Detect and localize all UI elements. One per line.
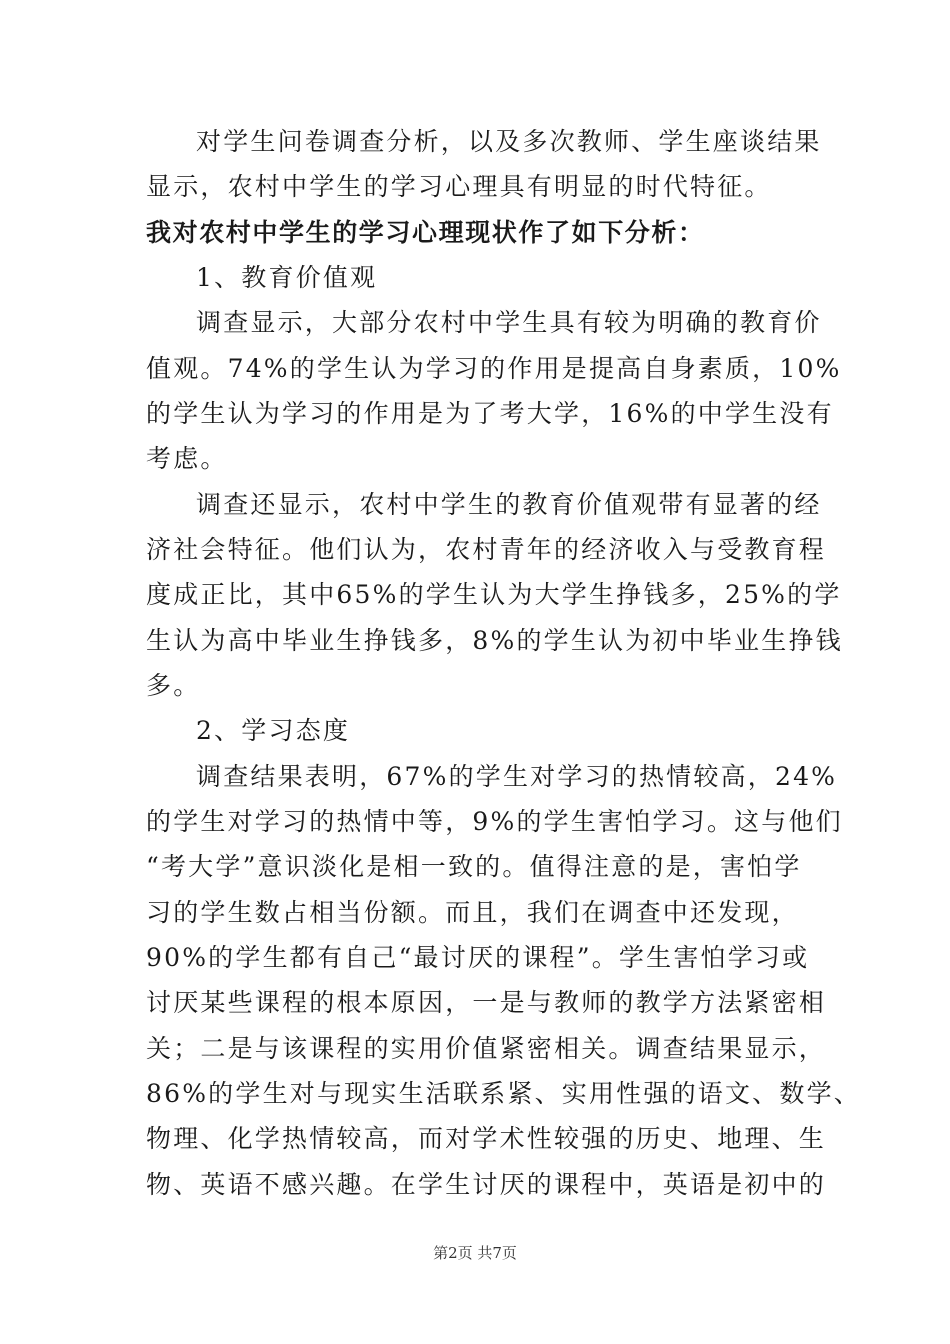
paragraph-line: 的学生对学习的热情中等，9%的学生害怕学习。这与他们 <box>146 807 843 836</box>
paragraph-line: 济社会特征。他们认为，农村青年的经济收入与受教育程 <box>146 535 827 564</box>
paragraph-line: 多。 <box>146 671 201 700</box>
paragraph-line: 显示，农村中学生的学习心理具有明显的时代特征。 <box>146 172 772 201</box>
paragraph-line: 习的学生数占相当份额。而且，我们在调查中还发现， <box>146 898 799 927</box>
paragraph-line: 物理、化学热情较高，而对学术性较强的历史、地理、生 <box>146 1124 827 1153</box>
paragraph-line: 调查结果表明，67%的学生对学习的热情较高，24% <box>196 762 838 791</box>
section-heading: 我对农村中学生的学习心理现状作了如下分析： <box>146 218 705 247</box>
paragraph-line: 生认为高中毕业生挣钱多，8%的学生认为初中毕业生挣钱 <box>146 626 843 655</box>
paragraph-line: 考虑。 <box>146 444 228 473</box>
paragraph-line: 90%的学生都有自己“最讨厌的课程”。学生害怕学习或 <box>146 943 810 972</box>
paragraph-line: 调查还显示，农村中学生的教育价值观带有显著的经 <box>196 490 822 519</box>
subsection-heading: 1、教育价值观 <box>196 263 378 292</box>
paragraph-line: 对学生问卷调查分析，以及多次教师、学生座谈结果 <box>196 127 822 156</box>
paragraph-line: 86%的学生对与现实生活联系紧、实用性强的语文、数学、 <box>146 1079 861 1108</box>
paragraph-line: “考大学”意识淡化是相一致的。值得注意的是，害怕学 <box>146 852 802 881</box>
paragraph-line: 物、英语不感兴趣。在学生讨厌的课程中，英语是初中的 <box>146 1170 827 1199</box>
paragraph-line: 讨厌某些课程的根本原因，一是与教师的教学方法紧密相 <box>146 988 827 1017</box>
paragraph-line: 值观。74%的学生认为学习的作用是提高自身素质，10% <box>146 354 842 383</box>
subsection-heading: 2、学习态度 <box>196 716 351 745</box>
paragraph-line: 关；二是与该课程的实用价值紧密相关。调查结果显示， <box>146 1034 827 1063</box>
paragraph-line: 调查显示，大部分农村中学生具有较为明确的教育价 <box>196 308 822 337</box>
page-number-footer: 第2页 共7页 <box>433 1244 517 1262</box>
paragraph-line: 度成正比，其中65%的学生认为大学生挣钱多，25%的学 <box>146 580 842 609</box>
paragraph-line: 的学生认为学习的作用是为了考大学，16%的中学生没有 <box>146 399 834 428</box>
